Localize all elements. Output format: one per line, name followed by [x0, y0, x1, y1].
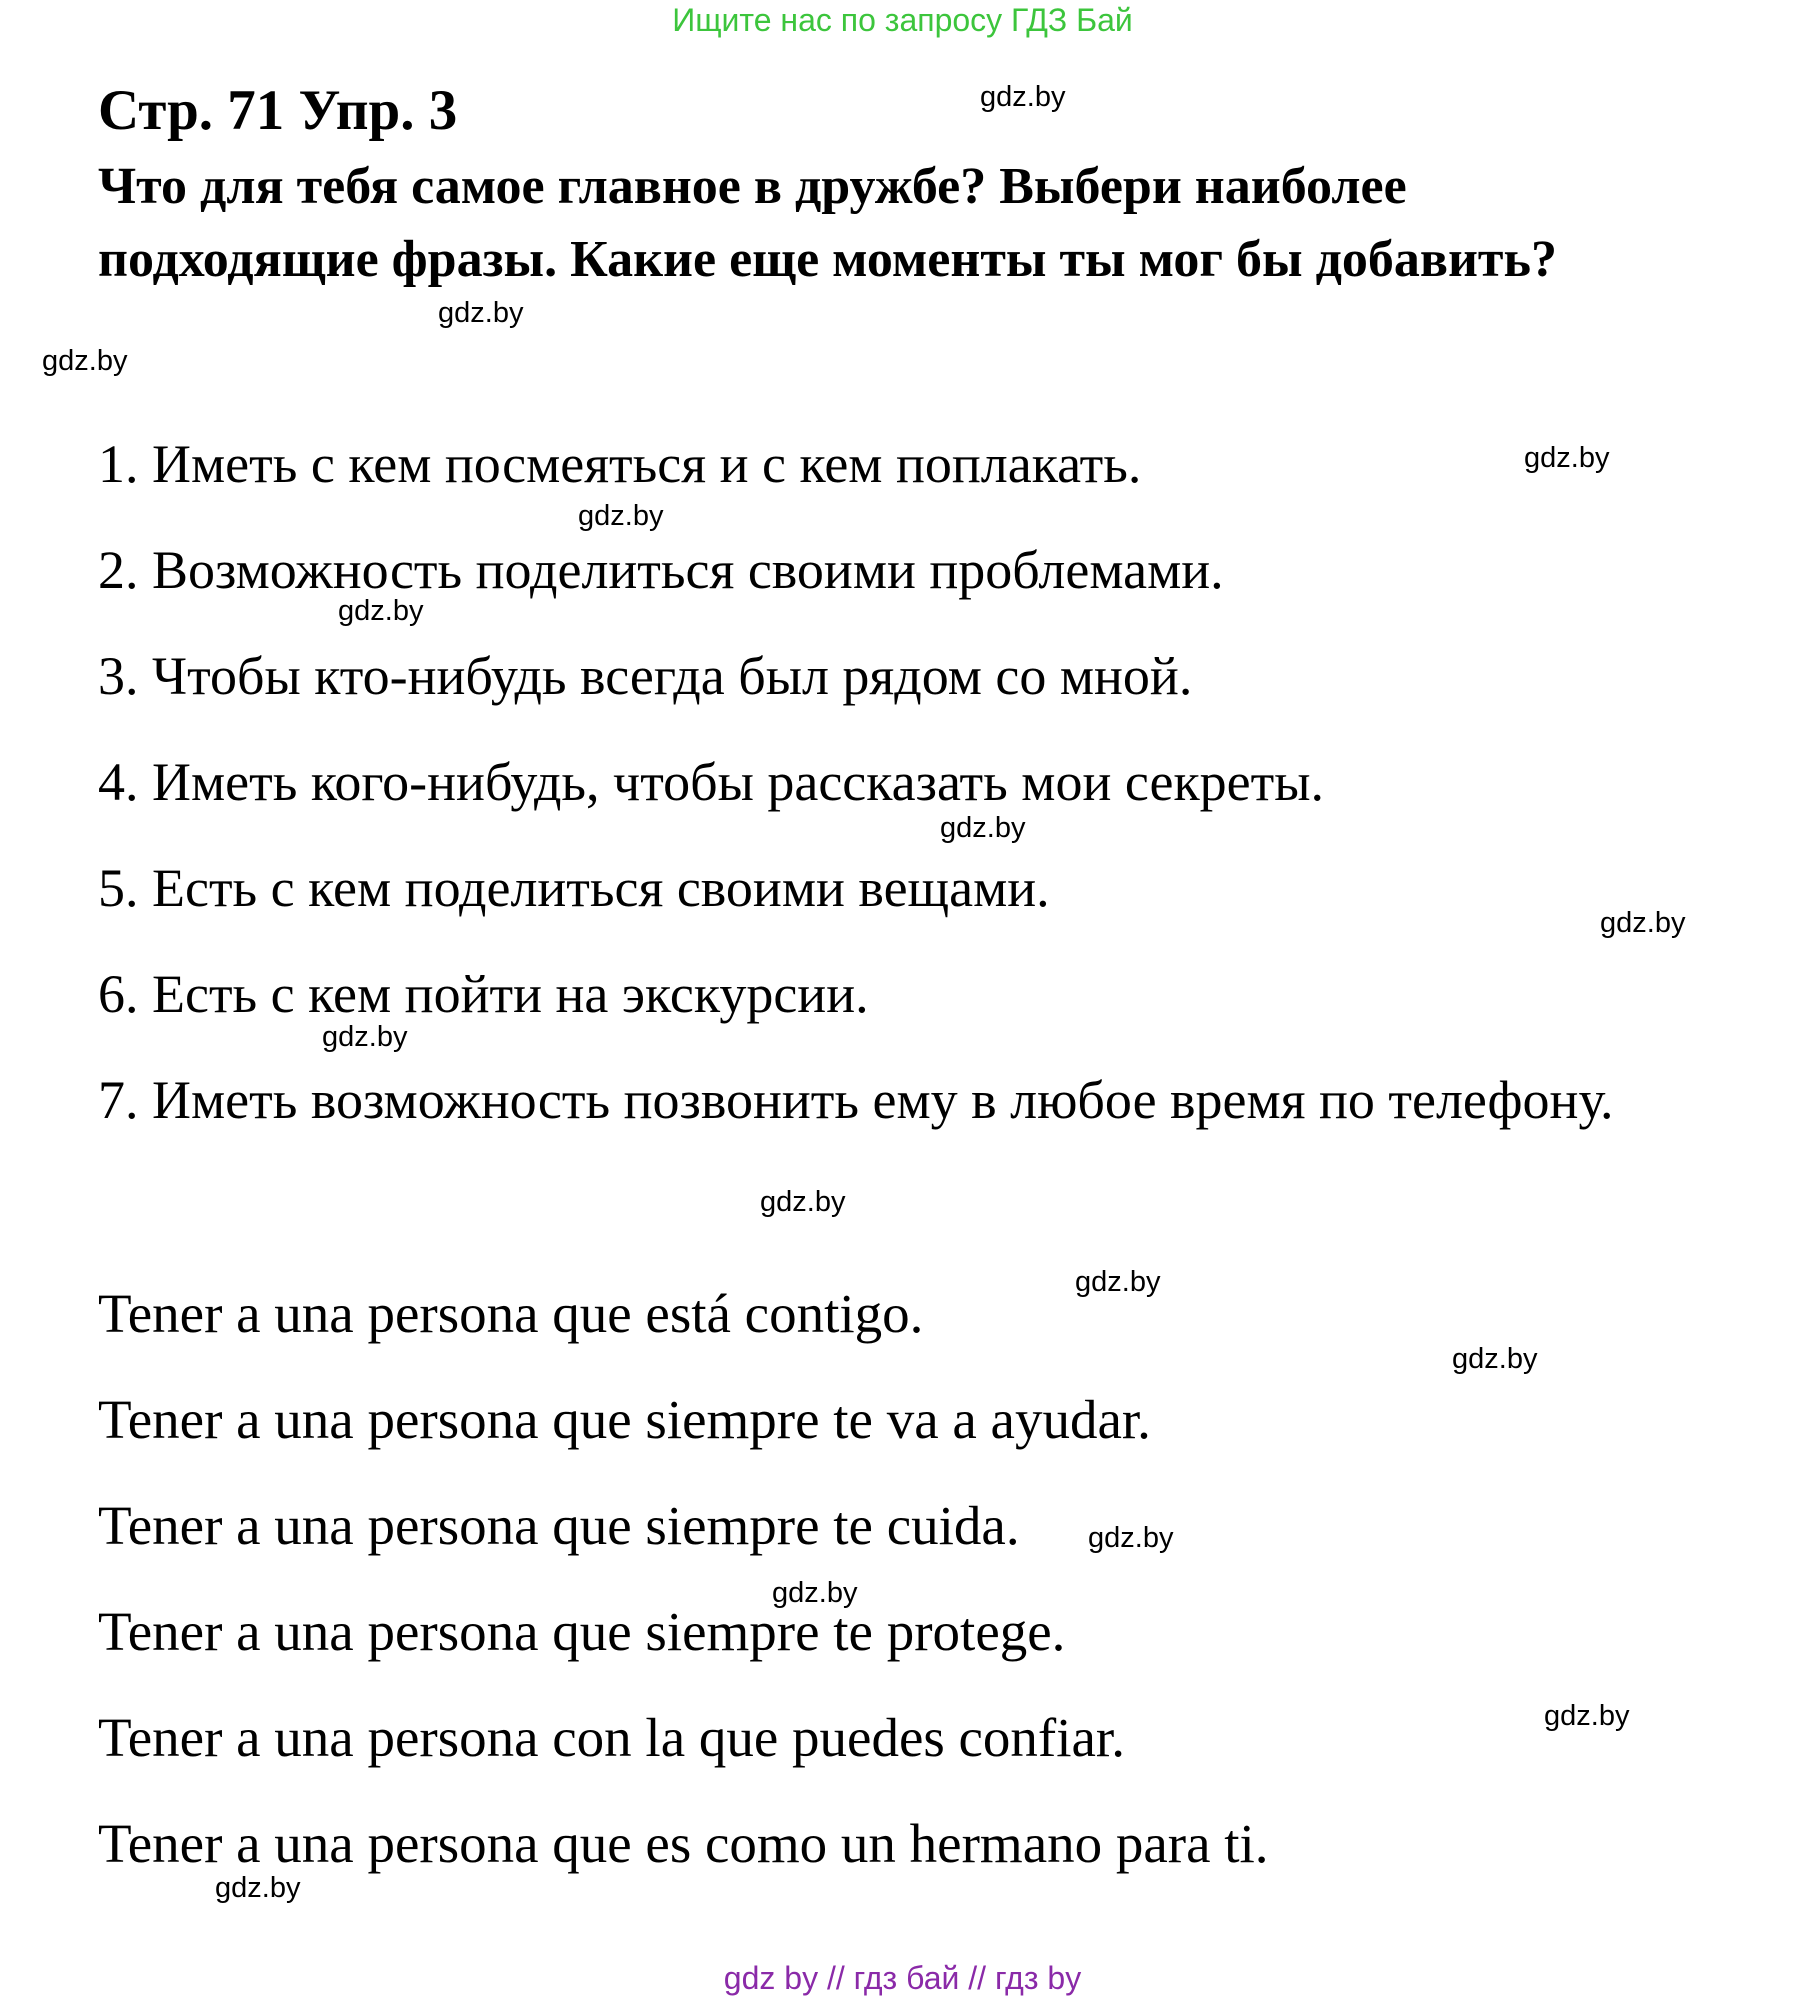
watermark: gdz.by	[1600, 907, 1686, 939]
watermark: gdz.by	[338, 595, 424, 627]
watermark: gdz.by	[772, 1577, 858, 1609]
watermark: gdz.by	[322, 1021, 408, 1053]
watermark: gdz.by	[578, 500, 664, 532]
phrase-item: 2. Возможность поделиться своими проблемами.	[98, 540, 1224, 600]
page-title: Стр. 71 Упр. 3	[98, 79, 458, 142]
phrase-item: 1. Иметь с кем посмеяться и с кем поплакать.	[98, 434, 1142, 494]
watermark: gdz.by	[1088, 1522, 1174, 1554]
footer: gdz by // гдз бай // гдз by	[723, 1960, 1082, 1996]
answer-item: Tener a una persona con la que puedes confiar.	[98, 1707, 1125, 1768]
phrase-item: 6. Есть с кем пойти на экскурсии.	[98, 964, 869, 1024]
answer-item: Tener a una persona que siempre te cuida.	[98, 1495, 1020, 1556]
phrase-item: 5. Есть с кем поделиться своими вещами.	[98, 858, 1050, 918]
watermark: gdz.by	[1075, 1266, 1161, 1298]
answer-item: Tener a una persona que siempre te va a ayudar.	[98, 1389, 1151, 1450]
answer-item: Tener a una persona que siempre te protege.	[98, 1601, 1066, 1662]
task-line: подходящие фразы. Какие еще моменты ты мог бы добавить?	[98, 231, 1557, 288]
task-text	[98, 150, 1788, 296]
answer-item: Tener a una persona que es como un hermano para ti.	[98, 1813, 1269, 1874]
watermark: gdz.by	[1524, 442, 1610, 474]
watermark: gdz.by	[1544, 1700, 1630, 1732]
phrase-item: 4. Иметь кого-нибудь, чтобы рассказать мои секреты.	[98, 752, 1325, 812]
phrase-item: 3. Чтобы кто-нибудь всегда был рядом со мной.	[98, 646, 1193, 706]
task-line: Что для тебя самое главное в дружбе? Выбери наиболее	[98, 158, 1407, 215]
watermark: gdz.by	[980, 81, 1066, 113]
watermark: gdz.by	[42, 345, 128, 377]
watermark: gdz.by	[438, 297, 524, 329]
watermark: gdz.by	[215, 1872, 301, 1904]
watermark: gdz.by	[940, 812, 1026, 844]
answer-item: Tener a una persona que está contigo.	[98, 1283, 924, 1344]
watermark: gdz.by	[1452, 1343, 1538, 1375]
top-banner: Ищите нас по запросу ГДЗ Бай	[672, 2, 1133, 38]
phrase-item: 7. Иметь возможность позвонить ему в любое время по телефону.	[98, 1070, 1614, 1130]
watermark: gdz.by	[760, 1186, 846, 1218]
